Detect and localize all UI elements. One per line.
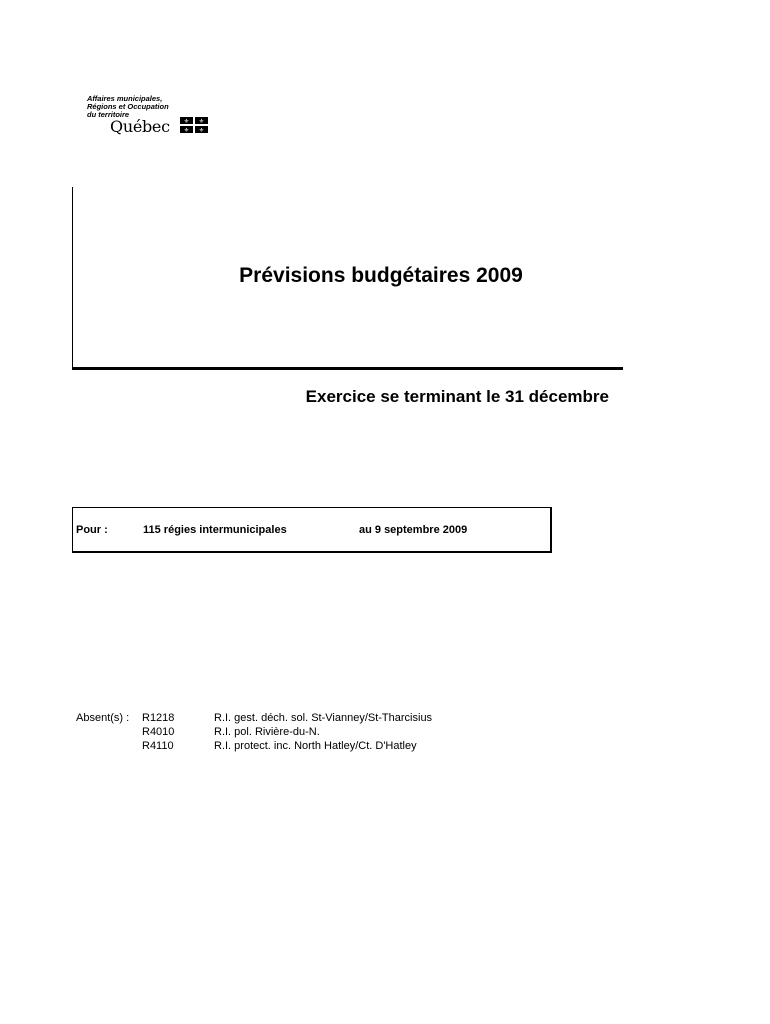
pour-box (72, 507, 552, 553)
logo-line-2: Régions et Occupation (87, 102, 169, 111)
absent-name: R.I. gest. déch. sol. St-Vianney/St-Tharcisius (214, 712, 433, 724)
absent-label: Absent(s) : (76, 712, 130, 724)
svg-text:⚜: ⚜ (198, 127, 205, 133)
absent-name: R.I. pol. Rivière-du-N. (214, 726, 320, 738)
pour-label: Pour : (76, 524, 108, 536)
quebec-logo (87, 95, 217, 137)
horizontal-rule (72, 367, 623, 370)
logo-line-3: du territoire (87, 110, 130, 119)
absent-name: R.I. protect. inc. North Hatley/Ct. D'Hatley (214, 740, 417, 752)
logo-ministry-text (87, 95, 169, 119)
svg-text:⚜: ⚜ (198, 118, 205, 125)
absent-names-list (214, 711, 432, 753)
absent-code: R4110 (142, 740, 174, 752)
logo-line-1: Affaires municipales, (87, 94, 163, 103)
page-title (0, 264, 770, 288)
quebec-flag-icon (180, 117, 208, 133)
page-title-text: Prévisions budgétaires 2009 (239, 264, 523, 287)
absent-code: R4010 (142, 726, 175, 738)
absent-codes-list (142, 711, 174, 753)
absent-code: R1218 (142, 712, 175, 724)
pour-value: 115 régies intermunicipales (143, 524, 287, 536)
svg-text:⚜: ⚜ (183, 127, 190, 133)
page-subtitle: Exercice se terminant le 31 décembre (305, 387, 609, 406)
logo-wordmark: Québec (110, 117, 170, 136)
svg-text:⚜: ⚜ (183, 118, 190, 125)
pour-date: au 9 septembre 2009 (359, 524, 468, 536)
